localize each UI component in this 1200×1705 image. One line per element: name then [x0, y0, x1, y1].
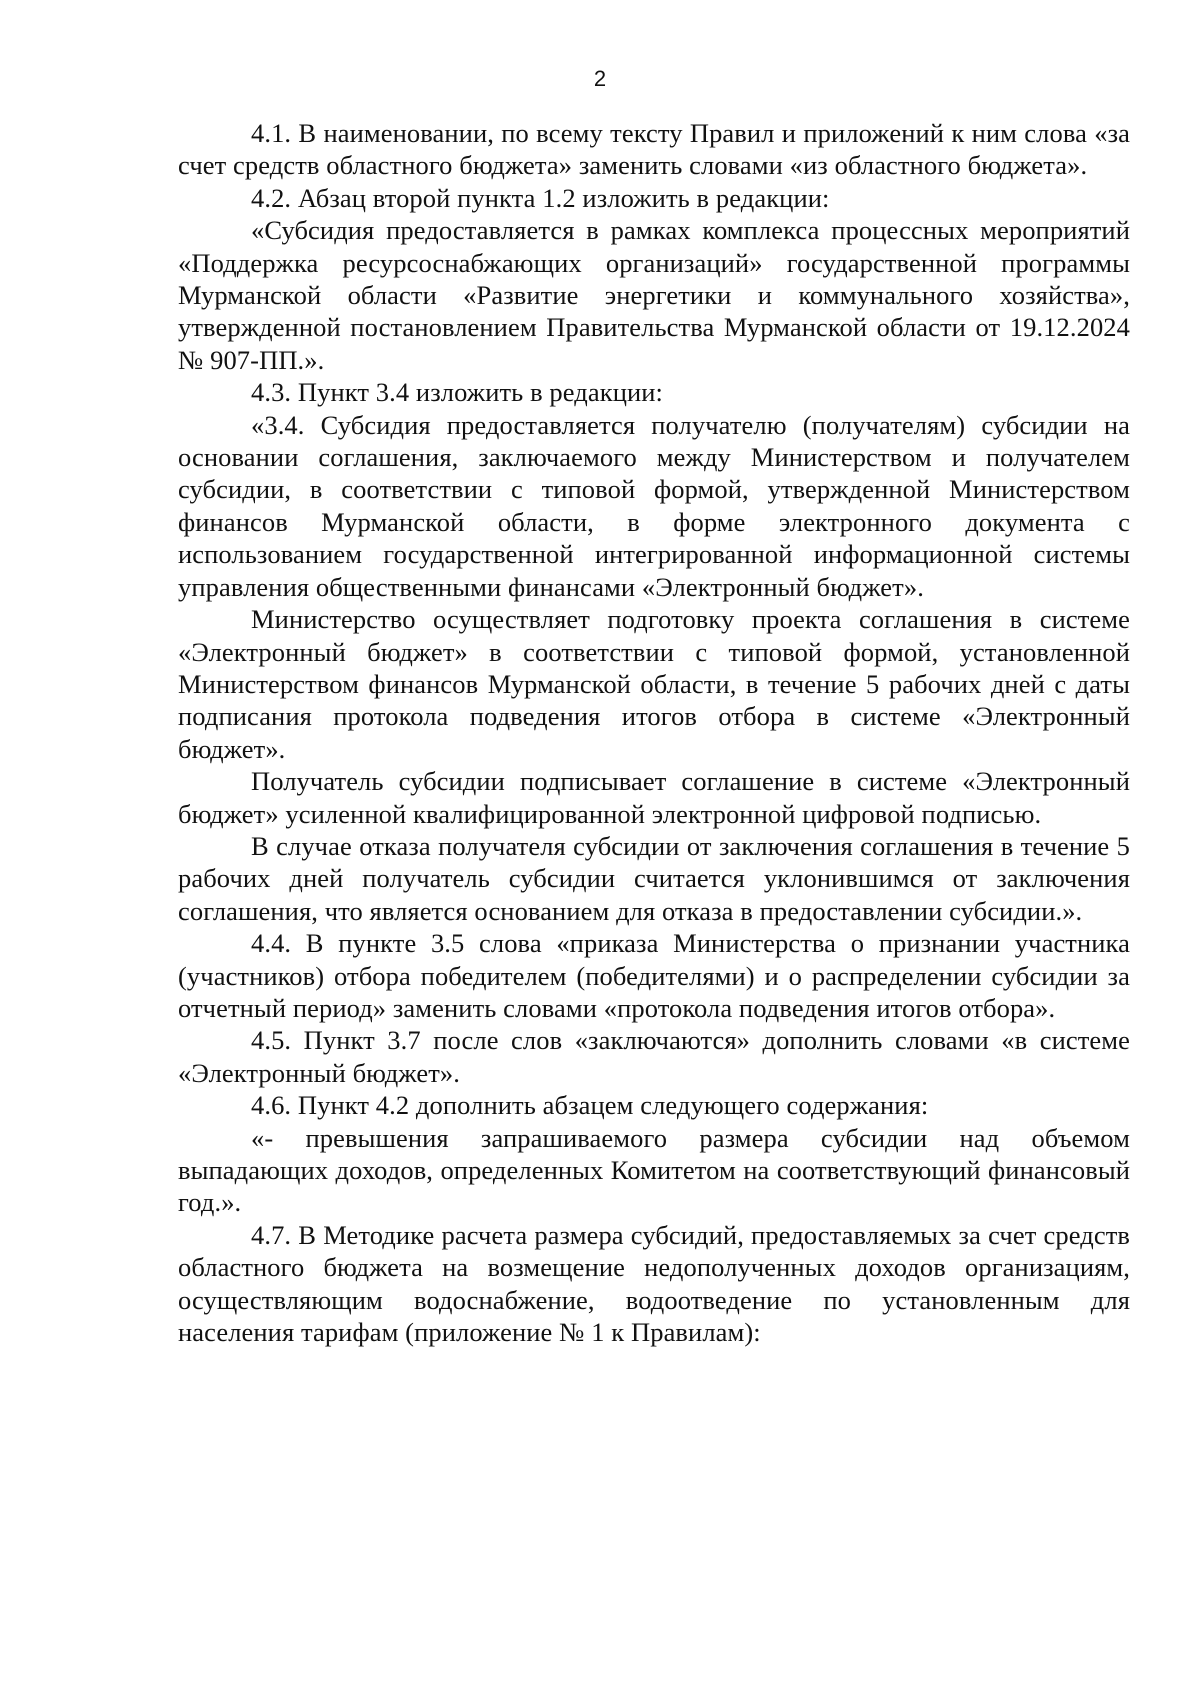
paragraph-4-1: 4.1. В наименовании, по всему тексту Правил и приложений к ним слова «за счет средств областного бюджета» заменить словами «из областного бюджета». [178, 118, 1130, 181]
paragraph-4-3-quote-3: Получатель субсидии подписывает соглашение в системе «Электронный бюджет» усиленной квалифицированной электронной цифровой подписью. [178, 766, 1130, 829]
paragraph-4-3-quote-2: Министерство осуществляет подготовку проекта соглашения в системе «Электронный бюджет» в соответствии с типовой формой, установленной Министерством финансов Мурманской области, в течение 5 рабочих дней с даты подписания протокола подведения итогов отбора в системе «Электронный бюджет». [178, 604, 1130, 764]
paragraph-4-2-quote: «Субсидия предоставляется в рамках комплекса процессных мероприятий «Поддержка ресурсоснабжающих организаций» государственной программы Мурманской области «Развитие энергетики и коммунального хозяйства», утвержденной постановлением Правительства Мурманской области от 19.12.2024 № 907-ПП.». [178, 215, 1130, 375]
document-body [178, 117, 1130, 1348]
paragraph-4-3: 4.3. Пункт 3.4 изложить в редакции: [251, 377, 663, 408]
paragraph-4-6: 4.6. Пункт 4.2 дополнить абзацем следующего содержания: [251, 1090, 929, 1121]
paragraph-4-7: 4.7. В Методике расчета размера субсидий, предоставляемых за счет средств областного бюджета на возмещение недополученных доходов организациям, осуществляющим водоснабжение, водоотведение по установленным для населения тарифам (приложение № 1 к Правилам): [178, 1219, 1130, 1348]
paragraph-4-3-quote-4: В случае отказа получателя субсидии от заключения соглашения в течение 5 рабочих дней получатель субсидии считается уклонившимся от заключения соглашения, что является основанием для отказа в предоставлении субсидии.». [178, 830, 1130, 926]
page-number: 2 [593, 66, 607, 91]
paragraph-4-3-quote-1: «3.4. Субсидия предоставляется получателю (получателям) субсидии на основании соглашения, заключаемого между Министерством и получателем субсидии, в соответствии с типовой формой, утвержденной Министерством финансов Мурманской области, в форме электронного документа с использованием государственной интегрированной информационной системы управления общественными финансами «Электронный бюджет». [178, 409, 1130, 602]
paragraph-4-4: 4.4. В пункте 3.5 слова «приказа Министерства о признании участника (участников) отбора победителем (победителями) и о распределении субсидии за отчетный период» заменить словами «протокола подведения итогов отбора». [178, 928, 1130, 1023]
paragraph-4-6-quote: «- превышения запрашиваемого размера субсидии над объемом выпадающих доходов, определенных Комитетом на соответствующий финансовый год.». [178, 1122, 1130, 1218]
paragraph-4-5: 4.5. Пункт 3.7 после слов «заключаются» дополнить словами «в системе «Электронный бюджет». [178, 1025, 1130, 1088]
paragraph-4-2: 4.2. Абзац второй пункта 1.2 изложить в редакции: [251, 182, 830, 213]
